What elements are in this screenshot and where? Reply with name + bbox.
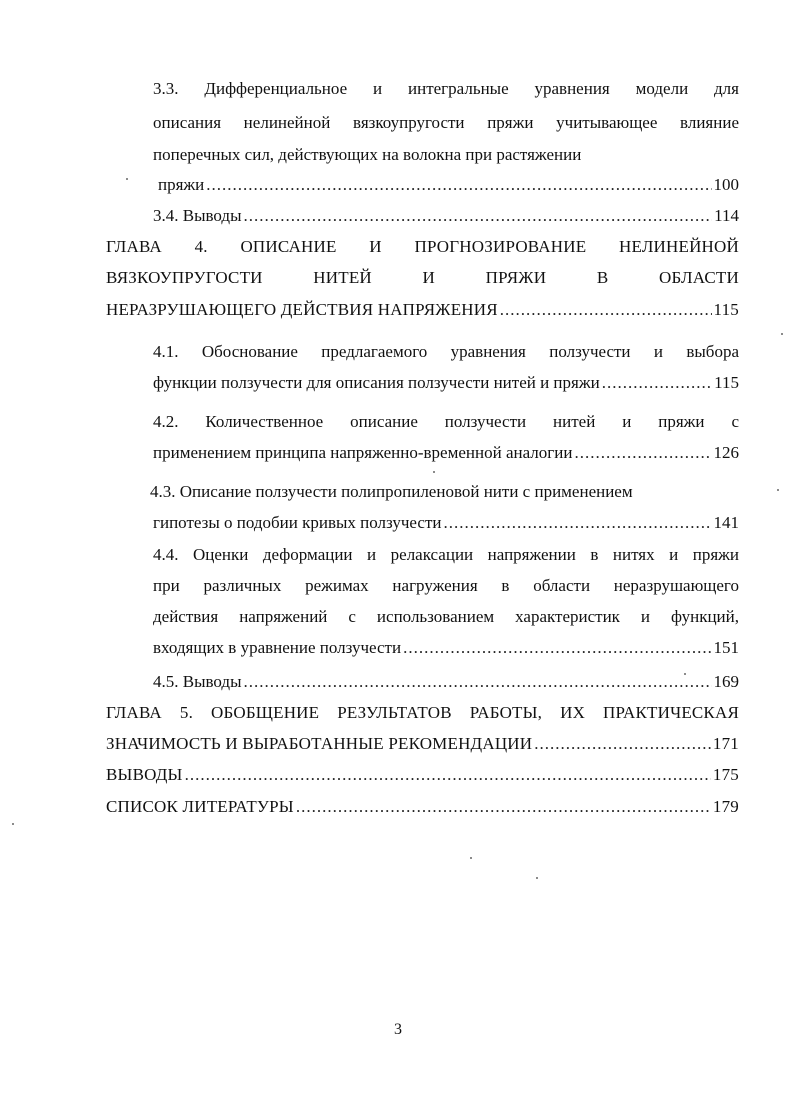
toc-entry-4-4[interactable] xyxy=(153,637,739,659)
toc-4-4-line1: 4.4. Оценки деформации и релаксации напряжении в нитях и пряжи xyxy=(153,545,739,564)
toc-ch5-page: 171 xyxy=(712,734,739,753)
scan-speck xyxy=(536,877,538,879)
toc-3-4-title: 3.4. Выводы xyxy=(153,206,242,225)
toc-4-4-page: 151 xyxy=(713,638,739,657)
toc-4-2-page: 126 xyxy=(713,443,739,462)
leader-dots xyxy=(244,205,713,227)
toc-entry-4-5[interactable] xyxy=(153,671,739,693)
page-number: 3 xyxy=(394,1021,402,1038)
toc-3-3-line2: описания нелинейной вязкоупругости пряжи учитывающее влияние xyxy=(153,113,739,132)
leader-dots xyxy=(206,174,711,196)
scan-speck xyxy=(126,178,128,180)
toc-entry-4-1[interactable] xyxy=(153,372,739,394)
scan-speck xyxy=(781,333,783,335)
toc-4-1-line2: функции ползучести для описания ползучести нитей и пряжи xyxy=(153,373,600,392)
toc-entry-3-4[interactable] xyxy=(153,205,739,227)
toc-4-5-title: 4.5. Выводы xyxy=(153,672,242,691)
toc-4-4-line4: входящих в уравнение ползучести xyxy=(153,638,402,657)
leader-dots xyxy=(500,299,712,321)
toc-4-3-line1: 4.3. Описание ползучести полипропиленовой нити с применением xyxy=(150,482,633,501)
leader-dots xyxy=(403,637,711,659)
toc-ch4-line1: ГЛАВА 4. ОПИСАНИЕ И ПРОГНОЗИРОВАНИЕ НЕЛИНЕЙНОЙ xyxy=(106,237,739,256)
scan-speck xyxy=(433,471,435,473)
toc-4-3-page: 141 xyxy=(713,513,739,532)
toc-3-3-line4: пряжи xyxy=(158,175,205,194)
scan-speck xyxy=(684,673,686,675)
toc-entry-4-3[interactable] xyxy=(153,512,739,534)
toc-entry-ch5[interactable] xyxy=(106,733,739,755)
toc-4-4-line3: действия напряжений с использованием характеристик и функций, xyxy=(153,607,739,626)
toc-references-title: СПИСОК ЛИТЕРАТУРЫ xyxy=(106,797,294,816)
toc-conclusions-page: 175 xyxy=(712,765,739,784)
toc-3-3-page: 100 xyxy=(713,175,739,194)
toc-ch4-line2: ВЯЗКОУПРУГОСТИ НИТЕЙ И ПРЯЖИ В ОБЛАСТИ xyxy=(106,268,739,287)
leader-dots xyxy=(296,796,711,818)
toc-ch5-line1: ГЛАВА 5. ОБОБЩЕНИЕ РЕЗУЛЬТАТОВ РАБОТЫ, ИХ ПРАКТИЧЕСКАЯ xyxy=(106,703,739,722)
scan-speck xyxy=(470,857,472,859)
toc-entry-references[interactable] xyxy=(106,796,739,818)
leader-dots xyxy=(244,671,712,693)
toc-ch4-line3: НЕРАЗРУШАЮЩЕГО ДЕЙСТВИЯ НАПРЯЖЕНИЯ xyxy=(106,300,498,319)
toc-3-3-line1: 3.3. Дифференциальное и интегральные уравнения модели для xyxy=(153,79,739,98)
toc-ch4-page: 115 xyxy=(713,300,739,319)
toc-entry-3-3[interactable] xyxy=(158,174,739,196)
toc-ch5-line2: ЗНАЧИМОСТЬ И ВЫРАБОТАННЫЕ РЕКОМЕНДАЦИИ xyxy=(106,734,533,753)
toc-4-2-line1: 4.2. Количественное описание ползучести нитей и пряжи с xyxy=(153,412,739,431)
toc-entry-4-2[interactable] xyxy=(153,442,739,464)
toc-entry-ch4[interactable] xyxy=(106,299,739,321)
leader-dots xyxy=(534,733,711,755)
toc-4-3-line2: гипотезы о подобии кривых ползучести xyxy=(153,513,442,532)
toc-4-2-line2: применением принципа напряженно-временной аналогии xyxy=(153,443,573,462)
leader-dots xyxy=(185,764,711,786)
toc-references-page: 179 xyxy=(712,797,739,816)
toc-4-1-page: 115 xyxy=(714,373,739,392)
scan-speck xyxy=(777,489,779,491)
toc-3-4-page: 114 xyxy=(714,206,739,225)
toc-4-5-page: 169 xyxy=(713,672,739,691)
toc-4-1-line1: 4.1. Обоснование предлагаемого уравнения ползучести и выбора xyxy=(153,342,739,361)
leader-dots xyxy=(602,372,712,394)
toc-entry-conclusions[interactable] xyxy=(106,764,739,786)
leader-dots xyxy=(443,512,711,534)
leader-dots xyxy=(574,442,711,464)
toc-3-3-line3: поперечных сил, действующих на волокна при растяжении xyxy=(153,145,582,164)
scan-speck xyxy=(12,823,14,825)
toc-conclusions-title: ВЫВОДЫ xyxy=(106,765,183,784)
toc-4-4-line2: при различных режимах нагружения в области неразрушающего xyxy=(153,576,739,595)
